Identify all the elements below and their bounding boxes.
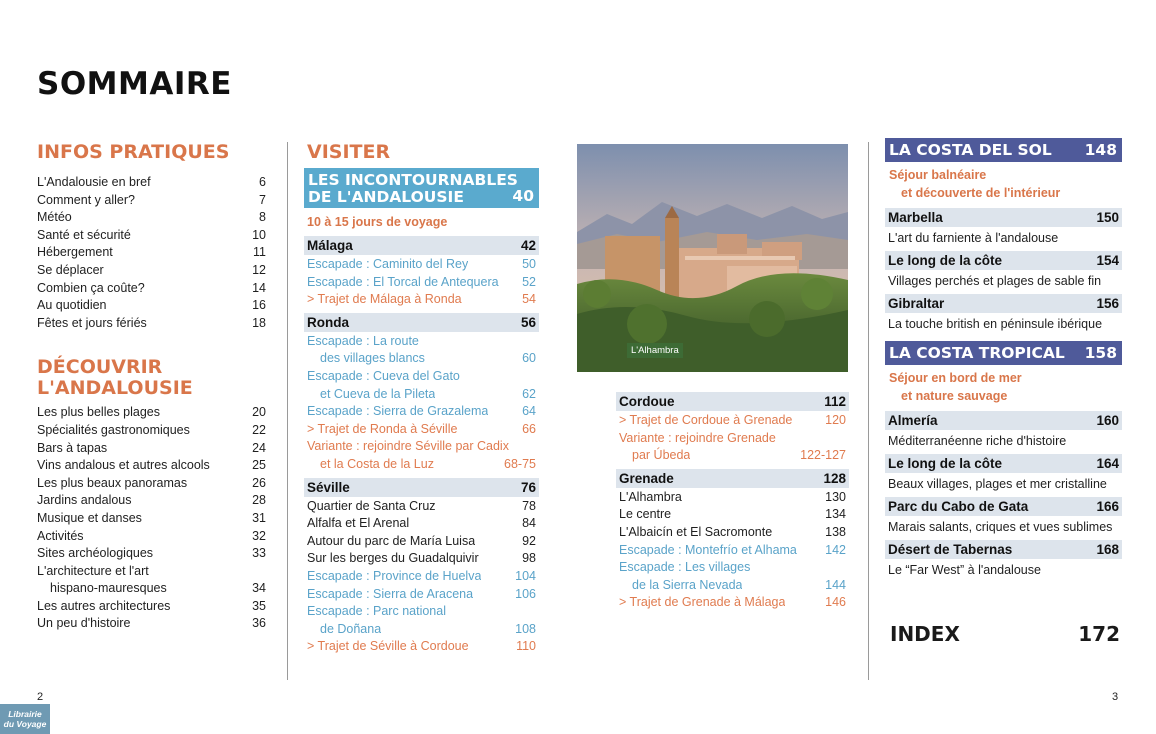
toc-entry-title: Variante : rejoindre Grenade xyxy=(619,430,776,445)
toc-row xyxy=(37,315,266,333)
toc-entry-page: 66 xyxy=(522,421,536,436)
toc-row xyxy=(37,422,266,440)
toc-entry-title: Quartier de Santa Cruz xyxy=(307,498,436,513)
toc-entry-title: Escapade : Cueva del Gato xyxy=(307,368,460,383)
place-description: La touche british en péninsule ibérique xyxy=(888,317,1103,331)
toc-row xyxy=(619,577,846,595)
city-name: Ronda xyxy=(307,314,349,330)
toc-entry-page: 8 xyxy=(259,210,266,225)
toc-entry-page: 7 xyxy=(259,192,266,207)
place-header xyxy=(885,454,1122,473)
toc-entry-title: Les plus belles plages xyxy=(37,405,160,420)
place-description: Beaux villages, plages et mer cristalline xyxy=(888,477,1107,491)
toc-entry-page: 104 xyxy=(515,568,536,583)
cordoue-list xyxy=(616,411,849,465)
toc-row xyxy=(37,457,266,475)
place-page: 150 xyxy=(1096,210,1119,225)
infos-section-title: INFOS PRATIQUES xyxy=(37,141,230,163)
toc-entry-title: hispano-mauresques xyxy=(50,581,167,596)
toc-row xyxy=(307,603,536,621)
toc-entry-title: Fêtes et jours fériés xyxy=(37,315,147,330)
banner-page-number: 40 xyxy=(512,187,534,205)
index-label: INDEX xyxy=(890,622,960,646)
place-description: Le “Far West” à l'andalouse xyxy=(888,563,1041,577)
index-page: 172 xyxy=(1078,622,1120,646)
toc-entry-page: 34 xyxy=(252,581,266,596)
toc-entry-title: L'Albaicín et El Sacromonte xyxy=(619,524,773,539)
toc-entry-title: Combien ça coûte? xyxy=(37,280,145,295)
toc-entry-page: 33 xyxy=(252,546,266,561)
toc-row xyxy=(619,412,846,430)
toc-entry-title: Escapade : La route xyxy=(307,333,419,348)
page-number-left: 2 xyxy=(37,691,44,703)
toc-row xyxy=(307,333,536,351)
place-description: Méditerranéenne riche d'histoire xyxy=(888,434,1067,448)
toc-entry-page: 84 xyxy=(522,516,536,531)
toc-entry-page: 26 xyxy=(252,475,266,490)
toc-row xyxy=(37,528,266,546)
toc-row xyxy=(37,440,266,458)
toc-entry-title: Escapade : El Torcal de Antequera xyxy=(307,274,499,289)
toc-row xyxy=(619,506,846,524)
city-name: Grenade xyxy=(619,470,674,486)
toc-entry-title: Activités xyxy=(37,528,84,543)
toc-entry-page: 130 xyxy=(825,489,846,504)
column-visiter xyxy=(304,142,539,656)
costa-tropical-title: LA COSTA TROPICAL xyxy=(889,344,1065,362)
toc-row xyxy=(619,430,846,448)
toc-entry-title: Santé et sécurité xyxy=(37,227,131,242)
place-header xyxy=(885,208,1122,227)
index-entry xyxy=(890,622,1120,646)
place-page: 154 xyxy=(1096,253,1119,268)
toc-entry-title: Autour du parc de María Luisa xyxy=(307,533,476,548)
toc-row xyxy=(37,280,266,298)
toc-row xyxy=(307,368,536,386)
toc-entry-title: Les autres architectures xyxy=(37,598,171,613)
toc-entry-page: 122-127 xyxy=(800,448,846,463)
toc-row xyxy=(307,515,536,533)
toc-entry-page: 110 xyxy=(516,639,536,654)
toc-entry-page: 32 xyxy=(252,528,266,543)
toc-entry-page: 120 xyxy=(825,413,846,427)
toc-row xyxy=(307,274,536,292)
toc-entry-page: 142 xyxy=(825,542,846,557)
city-header-cordoue xyxy=(616,392,849,411)
toc-row xyxy=(37,580,266,598)
toc-entry-page: 18 xyxy=(252,315,266,330)
toc-entry-title: L'Andalousie en bref xyxy=(37,175,151,189)
decouvrir-section-title xyxy=(37,357,266,399)
costa-del-sol-page: 148 xyxy=(1084,141,1117,159)
toc-row xyxy=(37,244,266,262)
place-name: Marbella xyxy=(888,210,943,225)
toc-entry-page: 11 xyxy=(253,245,266,260)
toc-entry-title: > Trajet de Ronda à Séville xyxy=(307,421,458,436)
toc-entry-title: Spécialités gastronomiques xyxy=(37,422,190,437)
toc-row xyxy=(37,404,266,422)
toc-entry-title: > Trajet de Málaga à Ronda xyxy=(307,292,462,307)
toc-entry-page: 62 xyxy=(522,386,536,401)
page-title: SOMMAIRE xyxy=(37,66,232,102)
costa-del-sol-title: LA COSTA DEL SOL xyxy=(889,141,1052,159)
stamp-line1: Librairie xyxy=(8,709,42,719)
toc-entry-page: 52 xyxy=(522,274,536,289)
toc-row xyxy=(307,350,536,368)
toc-entry-title: Le centre xyxy=(619,507,672,522)
toc-entry-title: Bars à tapas xyxy=(37,440,108,455)
toc-row xyxy=(37,475,266,493)
place-description: Villages perchés et plages de sable fin xyxy=(888,274,1102,288)
costa-del-sol-banner xyxy=(885,138,1122,162)
toc-row xyxy=(307,533,536,551)
city-name: Cordoue xyxy=(619,394,675,409)
toc-entry-page: 98 xyxy=(522,551,536,566)
alhambra-photo xyxy=(577,144,848,372)
malaga-list xyxy=(304,255,539,309)
city-header-malaga xyxy=(304,236,539,255)
toc-row xyxy=(37,492,266,510)
toc-row xyxy=(37,227,266,245)
toc-row xyxy=(619,489,846,507)
city-page: 56 xyxy=(520,314,536,330)
costa-del-sol-list xyxy=(885,208,1122,333)
toc-entry-title: Escapade : Montefrío et Alhama xyxy=(619,542,797,557)
toc-entry-page: 138 xyxy=(825,524,846,539)
toc-row xyxy=(37,174,266,192)
decouvrir-title-line2: L'ANDALOUSIE xyxy=(37,377,193,400)
place-page: 156 xyxy=(1096,296,1119,311)
toc-row xyxy=(307,291,536,309)
toc-entry-title: Météo xyxy=(37,210,72,225)
city-header-grenade xyxy=(616,469,849,488)
toc-entry-page: 16 xyxy=(252,298,266,313)
toc-entry-page: 12 xyxy=(252,262,266,277)
place-description: Marais salants, criques et vues sublimes xyxy=(888,520,1113,534)
place-name: Parc du Cabo de Gata xyxy=(888,499,1029,514)
toc-entry-title: Se déplacer xyxy=(37,262,104,277)
grenade-list xyxy=(616,488,849,612)
costa-del-sol-sub2: et découverte de l'intérieur xyxy=(901,186,1061,200)
column-costas xyxy=(885,138,1122,579)
toc-entry-page: 54 xyxy=(522,292,536,307)
toc-entry-page: 68-75 xyxy=(504,456,536,471)
toc-entry-title: par Úbeda xyxy=(632,448,691,463)
toc-row xyxy=(307,586,536,604)
city-page: 112 xyxy=(824,394,846,409)
column-cordoue-grenade xyxy=(616,392,849,612)
toc-row xyxy=(307,638,536,656)
toc-entry-page: 64 xyxy=(522,404,536,419)
toc-entry-page: 20 xyxy=(252,405,266,420)
place-page: 164 xyxy=(1096,456,1119,471)
column-divider xyxy=(868,142,869,680)
toc-entry-title: > Trajet de Cordoue à Grenade xyxy=(619,413,793,427)
toc-row xyxy=(37,510,266,528)
duration-subtitle: 10 à 15 jours de voyage xyxy=(307,215,448,229)
toc-entry-title: et Cueva de la Pileta xyxy=(320,386,436,401)
toc-entry-title: Les plus beaux panoramas xyxy=(37,475,188,490)
toc-entry-page: 6 xyxy=(259,175,266,189)
toc-entry-title: Comment y aller? xyxy=(37,192,135,207)
column-infos xyxy=(37,142,266,633)
toc-entry-page: 50 xyxy=(522,257,536,271)
toc-row xyxy=(307,456,536,474)
toc-entry-title: L'architecture et l'art xyxy=(37,563,149,578)
toc-entry-title: Hébergement xyxy=(37,245,113,260)
place-name: Gibraltar xyxy=(888,296,945,311)
stamp-line2: du Voyage xyxy=(3,719,47,729)
toc-entry-title: Escapade : Province de Huelva xyxy=(307,568,482,583)
toc-row xyxy=(307,568,536,586)
decouvrir-list xyxy=(37,404,266,633)
toc-row xyxy=(619,594,846,612)
city-page: 128 xyxy=(823,470,846,486)
toc-row xyxy=(619,542,846,560)
place-header xyxy=(885,251,1122,270)
ronda-list xyxy=(304,332,539,474)
toc-entry-title: Musique et danses xyxy=(37,510,142,525)
toc-entry-title: Escapade : Sierra de Aracena xyxy=(307,586,474,601)
toc-entry-page: 146 xyxy=(825,595,846,610)
city-header-ronda xyxy=(304,313,539,332)
place-header xyxy=(885,497,1122,516)
toc-entry-title: Escapade : Sierra de Grazalema xyxy=(307,404,489,419)
visiter-section-title: VISITER xyxy=(307,141,391,163)
toc-entry-page: 144 xyxy=(825,577,846,592)
toc-row xyxy=(619,559,846,577)
costa-tropical-page: 158 xyxy=(1084,344,1117,362)
city-name: Séville xyxy=(307,479,350,495)
toc-entry-page: 10 xyxy=(252,227,266,242)
banner-line2: DE L'ANDALOUSIE xyxy=(308,188,464,206)
costa-tropical-banner xyxy=(885,341,1122,365)
publisher-stamp xyxy=(0,704,50,734)
toc-entry-title: et la Costa de la Luz xyxy=(320,456,434,471)
toc-row xyxy=(307,621,536,639)
place-page: 160 xyxy=(1096,413,1119,428)
toc-row xyxy=(37,192,266,210)
toc-entry-title: Au quotidien xyxy=(37,298,107,313)
toc-entry-page: 108 xyxy=(515,621,536,636)
place-page: 166 xyxy=(1096,499,1119,514)
toc-row xyxy=(307,256,536,274)
toc-entry-title: Escapade : Parc national xyxy=(307,604,446,619)
toc-entry-page: 106 xyxy=(515,586,536,601)
toc-entry-title: Escapade : Caminito del Rey xyxy=(307,257,469,271)
city-header-seville xyxy=(304,478,539,497)
toc-row xyxy=(307,438,536,456)
incontournables-banner xyxy=(304,168,539,208)
place-name: Almería xyxy=(888,413,938,428)
place-name: Le long de la côte xyxy=(888,253,1003,268)
toc-entry-title: > Trajet de Séville à Cordoue xyxy=(307,639,469,654)
seville-list xyxy=(304,497,539,656)
toc-entry-title: Escapade : Les villages xyxy=(619,560,751,575)
toc-row xyxy=(37,209,266,227)
toc-entry-title: > Trajet de Grenade à Málaga xyxy=(619,595,786,610)
city-name: Málaga xyxy=(307,238,353,253)
toc-row xyxy=(37,545,266,563)
toc-row xyxy=(307,421,536,439)
toc-entry-page: 35 xyxy=(252,598,266,613)
city-page: 76 xyxy=(520,479,536,495)
decouvrir-title-line1: DÉCOUVRIR xyxy=(37,356,163,379)
toc-entry-title: Jardins andalous xyxy=(37,493,132,508)
costa-del-sol-sub1: Séjour balnéaire xyxy=(889,168,987,182)
toc-row xyxy=(37,297,266,315)
toc-entry-title: de la Sierra Nevada xyxy=(632,577,743,592)
toc-row xyxy=(37,615,266,633)
toc-row xyxy=(37,563,266,581)
costa-tropical-sub2: et nature sauvage xyxy=(901,389,1008,403)
toc-row xyxy=(307,386,536,404)
costa-tropical-subtitle xyxy=(885,369,1122,405)
toc-row xyxy=(37,598,266,616)
toc-row xyxy=(307,403,536,421)
place-header xyxy=(885,411,1122,430)
place-header xyxy=(885,540,1122,559)
toc-entry-title: Alfalfa et El Arenal xyxy=(307,516,410,531)
toc-row xyxy=(307,498,536,516)
toc-entry-page: 31 xyxy=(252,510,266,525)
photo-caption: L'Alhambra xyxy=(627,343,683,358)
column-divider xyxy=(287,142,288,680)
costa-del-sol-subtitle xyxy=(885,166,1122,202)
toc-entry-title: Sur les berges du Guadalquivir xyxy=(307,551,479,566)
page-number-right: 3 xyxy=(1112,691,1119,703)
toc-row xyxy=(37,262,266,280)
toc-entry-page: 92 xyxy=(522,533,536,548)
infos-list xyxy=(37,174,266,332)
toc-entry-title: Sites archéologiques xyxy=(37,546,154,561)
toc-entry-page: 25 xyxy=(252,458,266,473)
banner-line1: LES INCONTOURNABLES xyxy=(308,171,518,189)
toc-entry-title: Vins andalous et autres alcools xyxy=(37,458,210,473)
toc-entry-title: Variante : rejoindre Séville par Cadix xyxy=(307,439,509,454)
costa-tropical-list xyxy=(885,411,1122,579)
place-header xyxy=(885,294,1122,313)
toc-entry-page: 36 xyxy=(252,616,266,631)
city-page: 42 xyxy=(520,238,536,253)
place-name: Le long de la côte xyxy=(888,456,1003,471)
toc-entry-page: 14 xyxy=(252,280,266,295)
toc-row xyxy=(307,550,536,568)
toc-entry-title: L'Alhambra xyxy=(619,489,682,504)
toc-entry-title: de Doñana xyxy=(320,621,382,636)
alhambra-photo-illustration xyxy=(577,144,848,372)
place-name: Désert de Tabernas xyxy=(888,542,1013,557)
toc-entry-page: 24 xyxy=(252,440,266,455)
toc-entry-page: 22 xyxy=(252,422,266,437)
toc-entry-page: 78 xyxy=(522,498,536,513)
toc-entry-page: 28 xyxy=(252,493,266,508)
costa-tropical-sub1: Séjour en bord de mer xyxy=(889,371,1022,385)
toc-row xyxy=(619,447,846,465)
place-description: L'art du farniente à l'andalouse xyxy=(888,231,1059,245)
toc-entry-title: Un peu d'histoire xyxy=(37,616,131,631)
toc-row xyxy=(619,524,846,542)
place-page: 168 xyxy=(1096,542,1119,557)
toc-entry-title: des villages blancs xyxy=(320,351,425,366)
toc-entry-page: 60 xyxy=(522,351,536,366)
toc-entry-page: 134 xyxy=(825,507,846,522)
